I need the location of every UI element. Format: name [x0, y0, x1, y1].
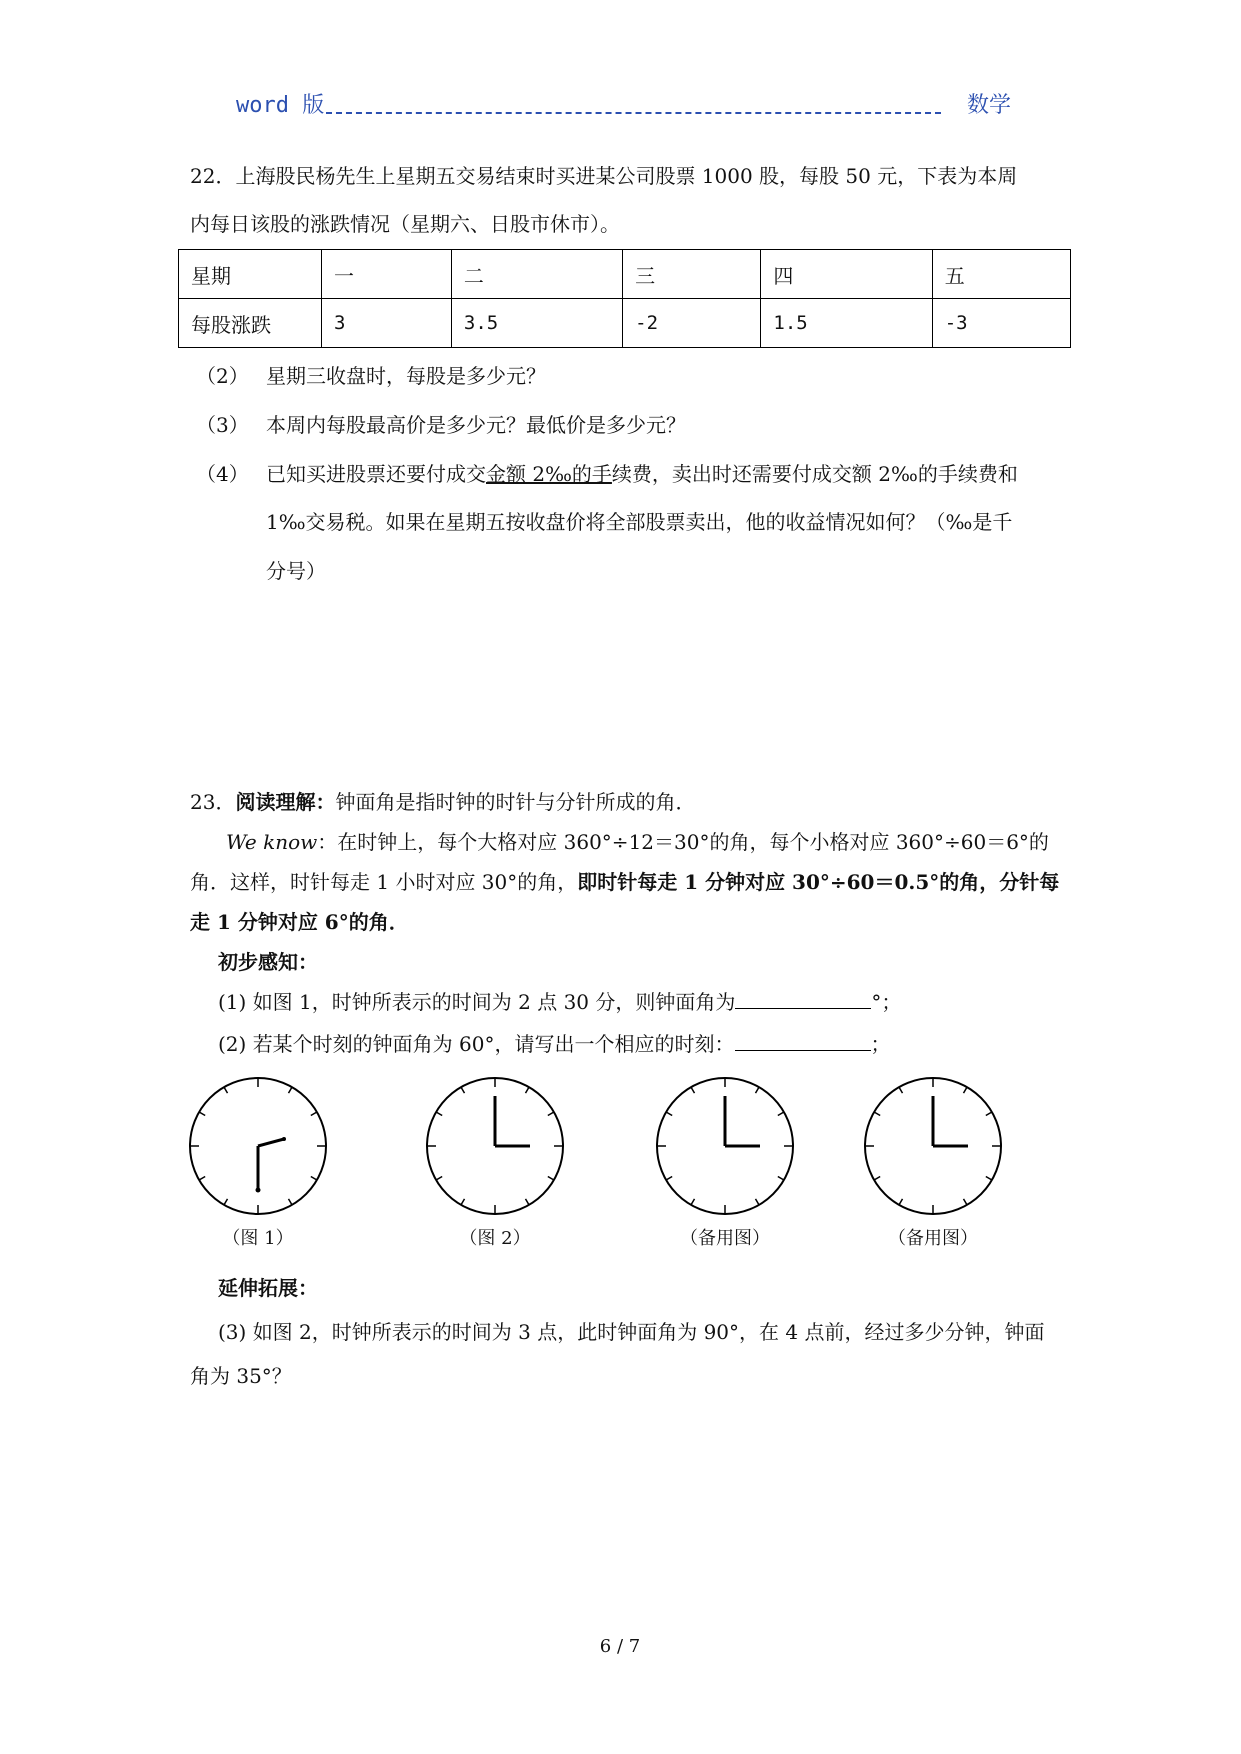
- clock-tick: [199, 1177, 205, 1181]
- table-cell: 3: [322, 299, 452, 348]
- clock-tick: [691, 1087, 695, 1093]
- table-cell: 二: [451, 250, 622, 299]
- q23-know-rest: ：在时钟上，每个大格对应 360°÷12＝30°的角，每个小格对应 360°÷60＝6°的: [317, 830, 1049, 854]
- clock-figure-1: [185, 1072, 335, 1222]
- table-cell: 四: [761, 250, 932, 299]
- q22-item4-part-c: 续费，卖出时还需要付成交额 2‰的手续费和: [611, 462, 1018, 486]
- q23-sub1: [218, 988, 901, 1016]
- table-cell: -3: [932, 299, 1070, 348]
- clock-tick: [756, 1199, 760, 1205]
- q23-title: [190, 788, 695, 816]
- clock-tick: [986, 1177, 992, 1181]
- clock-tick: [874, 1112, 880, 1116]
- q22-item3-text: 本周内每股最高价是多少元？最低价是多少元？: [266, 413, 686, 437]
- table-cell: 每股涨跌: [179, 299, 322, 348]
- q22-item4-line2: 1‰交易税。如果在星期五按收盘价将全部股票卖出，他的收益情况如何？（‰是千: [266, 510, 1013, 534]
- clock-tick: [526, 1199, 530, 1205]
- caption-spare-1: （备用图）: [680, 1228, 770, 1249]
- q23-sub2-text: (2) 若某个时刻的钟面角为 60°，请写出一个相应的时刻：: [218, 1032, 735, 1056]
- section-extension: 延伸拓展：: [218, 1276, 318, 1300]
- q22-line2: 内每日该股的涨跌情况（星期六、日股市休市）。: [190, 212, 620, 236]
- clock-tick: [666, 1112, 672, 1116]
- q23-know-italic: We know: [226, 830, 318, 854]
- q23-sub2-end: ；: [870, 1032, 891, 1056]
- q23-sub1-text: (1) 如图 1，时钟所表示的时间为 2 点 30 分，则钟面角为: [218, 990, 736, 1014]
- q23-title-bold: 阅读理解：: [235, 790, 336, 814]
- q22-item3-num: （3）: [196, 413, 249, 437]
- clock-tick: [899, 1199, 903, 1205]
- q22-line1: 22．上海股民杨先生上星期五交易结束时买进某公司股票 1000 股，每股 50 元，下表为本周: [190, 164, 1018, 188]
- clock-tick: [691, 1199, 695, 1205]
- table-row: [179, 299, 1071, 348]
- q23-sub2: [218, 1030, 891, 1058]
- q22-item4-num: （4）: [196, 462, 249, 486]
- table-cell: 1.5: [761, 299, 932, 348]
- q23-line3-bold: 即时针每走 1 分钟对应 30°÷60＝0.5°的角，分针每: [577, 870, 1060, 894]
- clock-tick: [311, 1112, 317, 1116]
- header-left: word 版: [236, 93, 325, 118]
- clock-figure-2: [422, 1072, 572, 1222]
- q23-line4: 走 1 分钟对应 6°的角．: [190, 910, 409, 934]
- q22-item4-line1: [266, 460, 1018, 488]
- clock-tick: [756, 1087, 760, 1093]
- clock-tick: [964, 1087, 968, 1093]
- clock-tick: [548, 1112, 554, 1116]
- caption-figure-1: （图 1）: [222, 1228, 294, 1249]
- hour-hand: [258, 1139, 284, 1146]
- clock-tick: [461, 1087, 465, 1093]
- stock-change-table: [178, 249, 1071, 348]
- table-cell: 星期: [179, 250, 322, 299]
- clock-tick: [548, 1177, 554, 1181]
- clock-tick: [461, 1199, 465, 1205]
- q23-line3: [190, 868, 1059, 896]
- q23-title-rest: 钟面角是指时钟的时针与分针所成的角．: [335, 790, 696, 814]
- table-cell: 五: [932, 250, 1070, 299]
- clock-spare-1: [652, 1072, 802, 1222]
- clock-tick: [436, 1177, 442, 1181]
- table-row: [179, 250, 1071, 299]
- q23-sub3-line2: 角为 35°？: [190, 1364, 292, 1388]
- q23-sub3-line1: (3) 如图 2，时钟所表示的时间为 3 点，此时钟面角为 90°，在 4 点前，经过多少分钟，钟面: [218, 1320, 1045, 1344]
- clock-tick: [199, 1112, 205, 1116]
- answer-blank[interactable]: [735, 1030, 871, 1051]
- table-cell: 3.5: [451, 299, 622, 348]
- clock-tick: [874, 1177, 880, 1181]
- clock-tick: [311, 1177, 317, 1181]
- q23-know-line: [226, 828, 1049, 856]
- clock-tick: [526, 1087, 530, 1093]
- q22-item2-num: （2）: [196, 364, 249, 388]
- header-right: 数学: [966, 93, 1011, 118]
- clock-tick: [289, 1087, 293, 1093]
- q22-item4-line3: 分号）: [266, 559, 326, 583]
- q23-sub1-end: °；: [871, 990, 902, 1014]
- page-number: 6 / 7: [599, 1636, 641, 1657]
- q22-item2-text: 星期三收盘时，每股是多少元？: [266, 364, 546, 388]
- clock-tick: [224, 1087, 228, 1093]
- clock-tick: [289, 1199, 293, 1205]
- caption-spare-2: （备用图）: [888, 1228, 978, 1249]
- header-dashed-rule: [326, 112, 941, 114]
- table-cell: -2: [623, 299, 761, 348]
- section-initial-perception: 初步感知：: [218, 950, 318, 974]
- table-cell: 三: [623, 250, 761, 299]
- caption-figure-2: （图 2）: [459, 1228, 531, 1249]
- clock-tick: [964, 1199, 968, 1205]
- clock-tick: [224, 1199, 228, 1205]
- clock-tick: [778, 1177, 784, 1181]
- clock-tick: [986, 1112, 992, 1116]
- q22-item4-part-a: 已知买进股票还要付成交: [266, 462, 486, 486]
- clock-tick: [666, 1177, 672, 1181]
- clock-tick: [899, 1087, 903, 1093]
- q23-line3-plain: 角．这样，时针每走 1 小时对应 30°的角，: [190, 870, 578, 894]
- clock-tick: [778, 1112, 784, 1116]
- answer-blank[interactable]: [735, 988, 871, 1009]
- clock-spare-2: [860, 1072, 1010, 1222]
- clock-tick: [436, 1112, 442, 1116]
- q22-item4-underlined: 金额 2‰的手: [486, 462, 612, 486]
- q23-number: 23．: [190, 790, 236, 814]
- table-cell: 一: [322, 250, 452, 299]
